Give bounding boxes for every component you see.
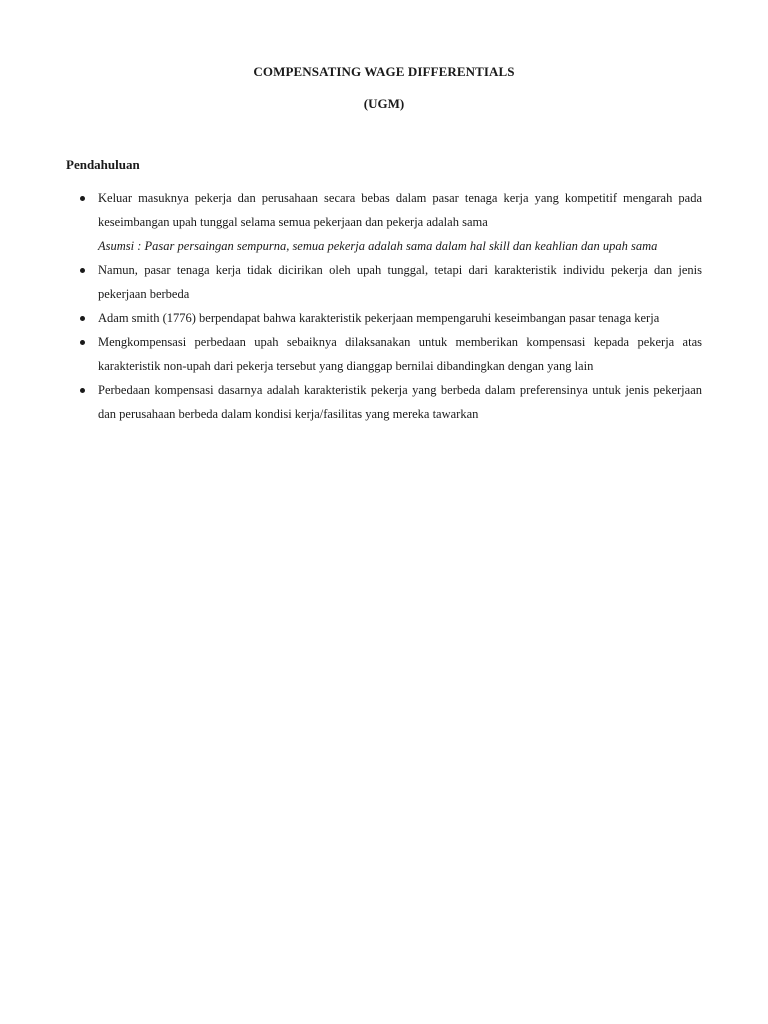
bullet-text: Perbedaan kompensasi dasarnya adalah karakteristik pekerja yang berbeda dalam preferensinya untuk jenis pekerjaan dan perusahaan berbeda dalam kondisi kerja/fasilitas yang mereka tawarkan [98,383,702,421]
bullet-item [66,378,702,426]
bullet-item [66,306,702,330]
bullet-text: Mengkompensasi perbedaan upah sebaiknya dilaksanakan untuk memberikan kompensasi kepada pekerja atas karakteristik non-upah dari pekerja tersebut yang dianggap bernilai dibandingkan dengan yang lain [98,335,702,373]
bullet-dot-icon [80,388,85,393]
bullet-item [66,258,702,306]
document-subtitle: (UGM) [363,96,405,111]
bullet-item [66,330,702,378]
bullet-dot-icon [80,196,85,201]
bullet-item [66,186,702,258]
bullet-dot-icon [80,268,85,273]
bullet-text: Keluar masuknya pekerja dan perusahaan secara bebas dalam pasar tenaga kerja yang kompetitif mengarah pada keseimbangan upah tunggal selama semua pekerjaan dan pekerja adalah sama [98,191,702,229]
bullet-list [66,186,702,426]
document-title: COMPENSATING WAGE DIFFERENTIALS [253,64,515,79]
section-heading: Pendahuluan [66,157,140,172]
bullet-text: Namun, pasar tenaga kerja tidak dicirikan oleh upah tunggal, tetapi dari karakteristik individu pekerja dan jenis pekerjaan berbeda [98,263,702,301]
bullet-text: Adam smith (1776) berpendapat bahwa karakteristik pekerjaan mempengaruhi keseimbangan pasar tenaga kerja [98,311,660,325]
bullet-dot-icon [80,316,85,321]
bullet-note: Asumsi : Pasar persaingan sempurna, semua pekerja adalah sama dalam hal skill dan keahlian dan upah sama [98,239,658,253]
bullet-dot-icon [80,340,85,345]
